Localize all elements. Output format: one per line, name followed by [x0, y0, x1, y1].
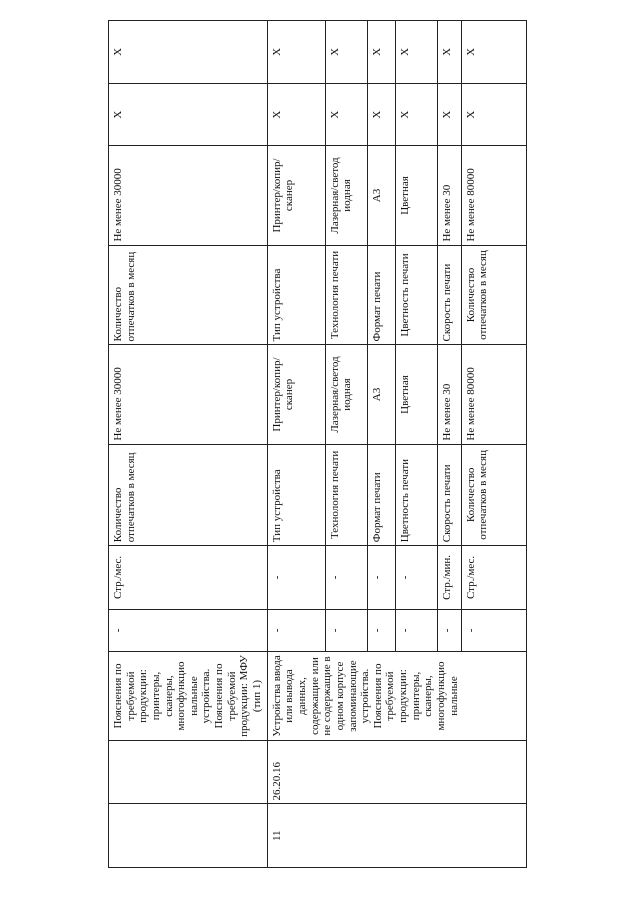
cross-mark: Х	[109, 21, 268, 84]
unit: -	[267, 546, 325, 610]
characteristic-a: Технология печати	[325, 444, 367, 546]
characteristic-b: Скорость печати	[437, 245, 461, 345]
okei-code: -	[325, 609, 367, 651]
value-b: Лазерная/светод иодная	[325, 146, 367, 245]
value-b: А3	[367, 146, 395, 245]
characteristic-a: Скорость печати	[437, 444, 461, 546]
value-a: Не менее 30	[437, 345, 461, 444]
value-a: Не менее 80000	[461, 345, 526, 444]
okei-code: -	[395, 609, 437, 651]
value-a: Принтер/копир/ сканер	[267, 345, 325, 444]
okei-code: -	[367, 609, 395, 651]
okpd-code: 26.20.16	[267, 740, 526, 804]
value-b: Не менее 30	[437, 146, 461, 245]
characteristic-a: Цветность печати	[395, 444, 437, 546]
unit: Стр./мес.	[461, 546, 526, 610]
table-row	[267, 21, 325, 868]
okpd-code	[109, 740, 268, 804]
okei-code: -	[109, 609, 268, 651]
cross-mark: Х	[367, 83, 395, 146]
unit: -	[395, 546, 437, 610]
characteristic-a: Тип устройства	[267, 444, 325, 546]
rotated-table-container	[108, 20, 527, 868]
cross-mark: Х	[267, 83, 325, 146]
unit: Стр./мин.	[437, 546, 461, 610]
unit: -	[367, 546, 395, 610]
unit: -	[325, 546, 367, 610]
cross-mark: Х	[367, 21, 395, 84]
cross-mark: Х	[325, 83, 367, 146]
cross-mark: Х	[461, 21, 526, 84]
cross-mark: Х	[267, 21, 325, 84]
value-b: Не менее 80000	[461, 146, 526, 245]
value-a: А3	[367, 345, 395, 444]
cross-mark: Х	[395, 21, 437, 84]
value-b: Цветная	[395, 146, 437, 245]
row-number	[109, 804, 268, 868]
characteristic-b: Количество отпечатков в месяц	[461, 245, 526, 345]
characteristic-b: Технология печати	[325, 245, 367, 345]
characteristic-a: Количество отпечатков в месяц	[109, 444, 268, 546]
product-name: Устройства ввода или вывода данных, содержащие или не содержащие в одном корпусе запоминающие устройства. Пояснения по требуемой продукции: принтеры, сканеры, многофункцио нальные	[267, 652, 526, 741]
cross-mark: Х	[461, 83, 526, 146]
value-a: Не менее 30000	[109, 345, 268, 444]
table-row	[109, 21, 268, 868]
characteristic-b: Формат печати	[367, 245, 395, 345]
cross-mark: Х	[395, 83, 437, 146]
value-b: Принтер/копир/ сканер	[267, 146, 325, 245]
row-number: 11	[267, 804, 526, 868]
requirements-table	[108, 20, 527, 868]
okei-code: -	[267, 609, 325, 651]
product-name: Пояснения по требуемой продукции: принтеры, сканеры, многофункцио нальные устройства. Пояснения по требуемой продукции: МФУ (тип 1)	[109, 652, 268, 741]
cross-mark: Х	[325, 21, 367, 84]
characteristic-b: Цветность печати	[395, 245, 437, 345]
cross-mark: Х	[109, 83, 268, 146]
okei-code: -	[461, 609, 526, 651]
characteristic-a: Формат печати	[367, 444, 395, 546]
value-a: Цветная	[395, 345, 437, 444]
value-a: Лазерная/светод иодная	[325, 345, 367, 444]
cross-mark: Х	[437, 83, 461, 146]
characteristic-b: Тип устройства	[267, 245, 325, 345]
cross-mark: Х	[437, 21, 461, 84]
unit: Стр./мес.	[109, 546, 268, 610]
okei-code: -	[437, 609, 461, 651]
characteristic-a: Количество отпечатков в месяц	[461, 444, 526, 546]
characteristic-b: Количество отпечатков в месяц	[109, 245, 268, 345]
value-b: Не менее 30000	[109, 146, 268, 245]
